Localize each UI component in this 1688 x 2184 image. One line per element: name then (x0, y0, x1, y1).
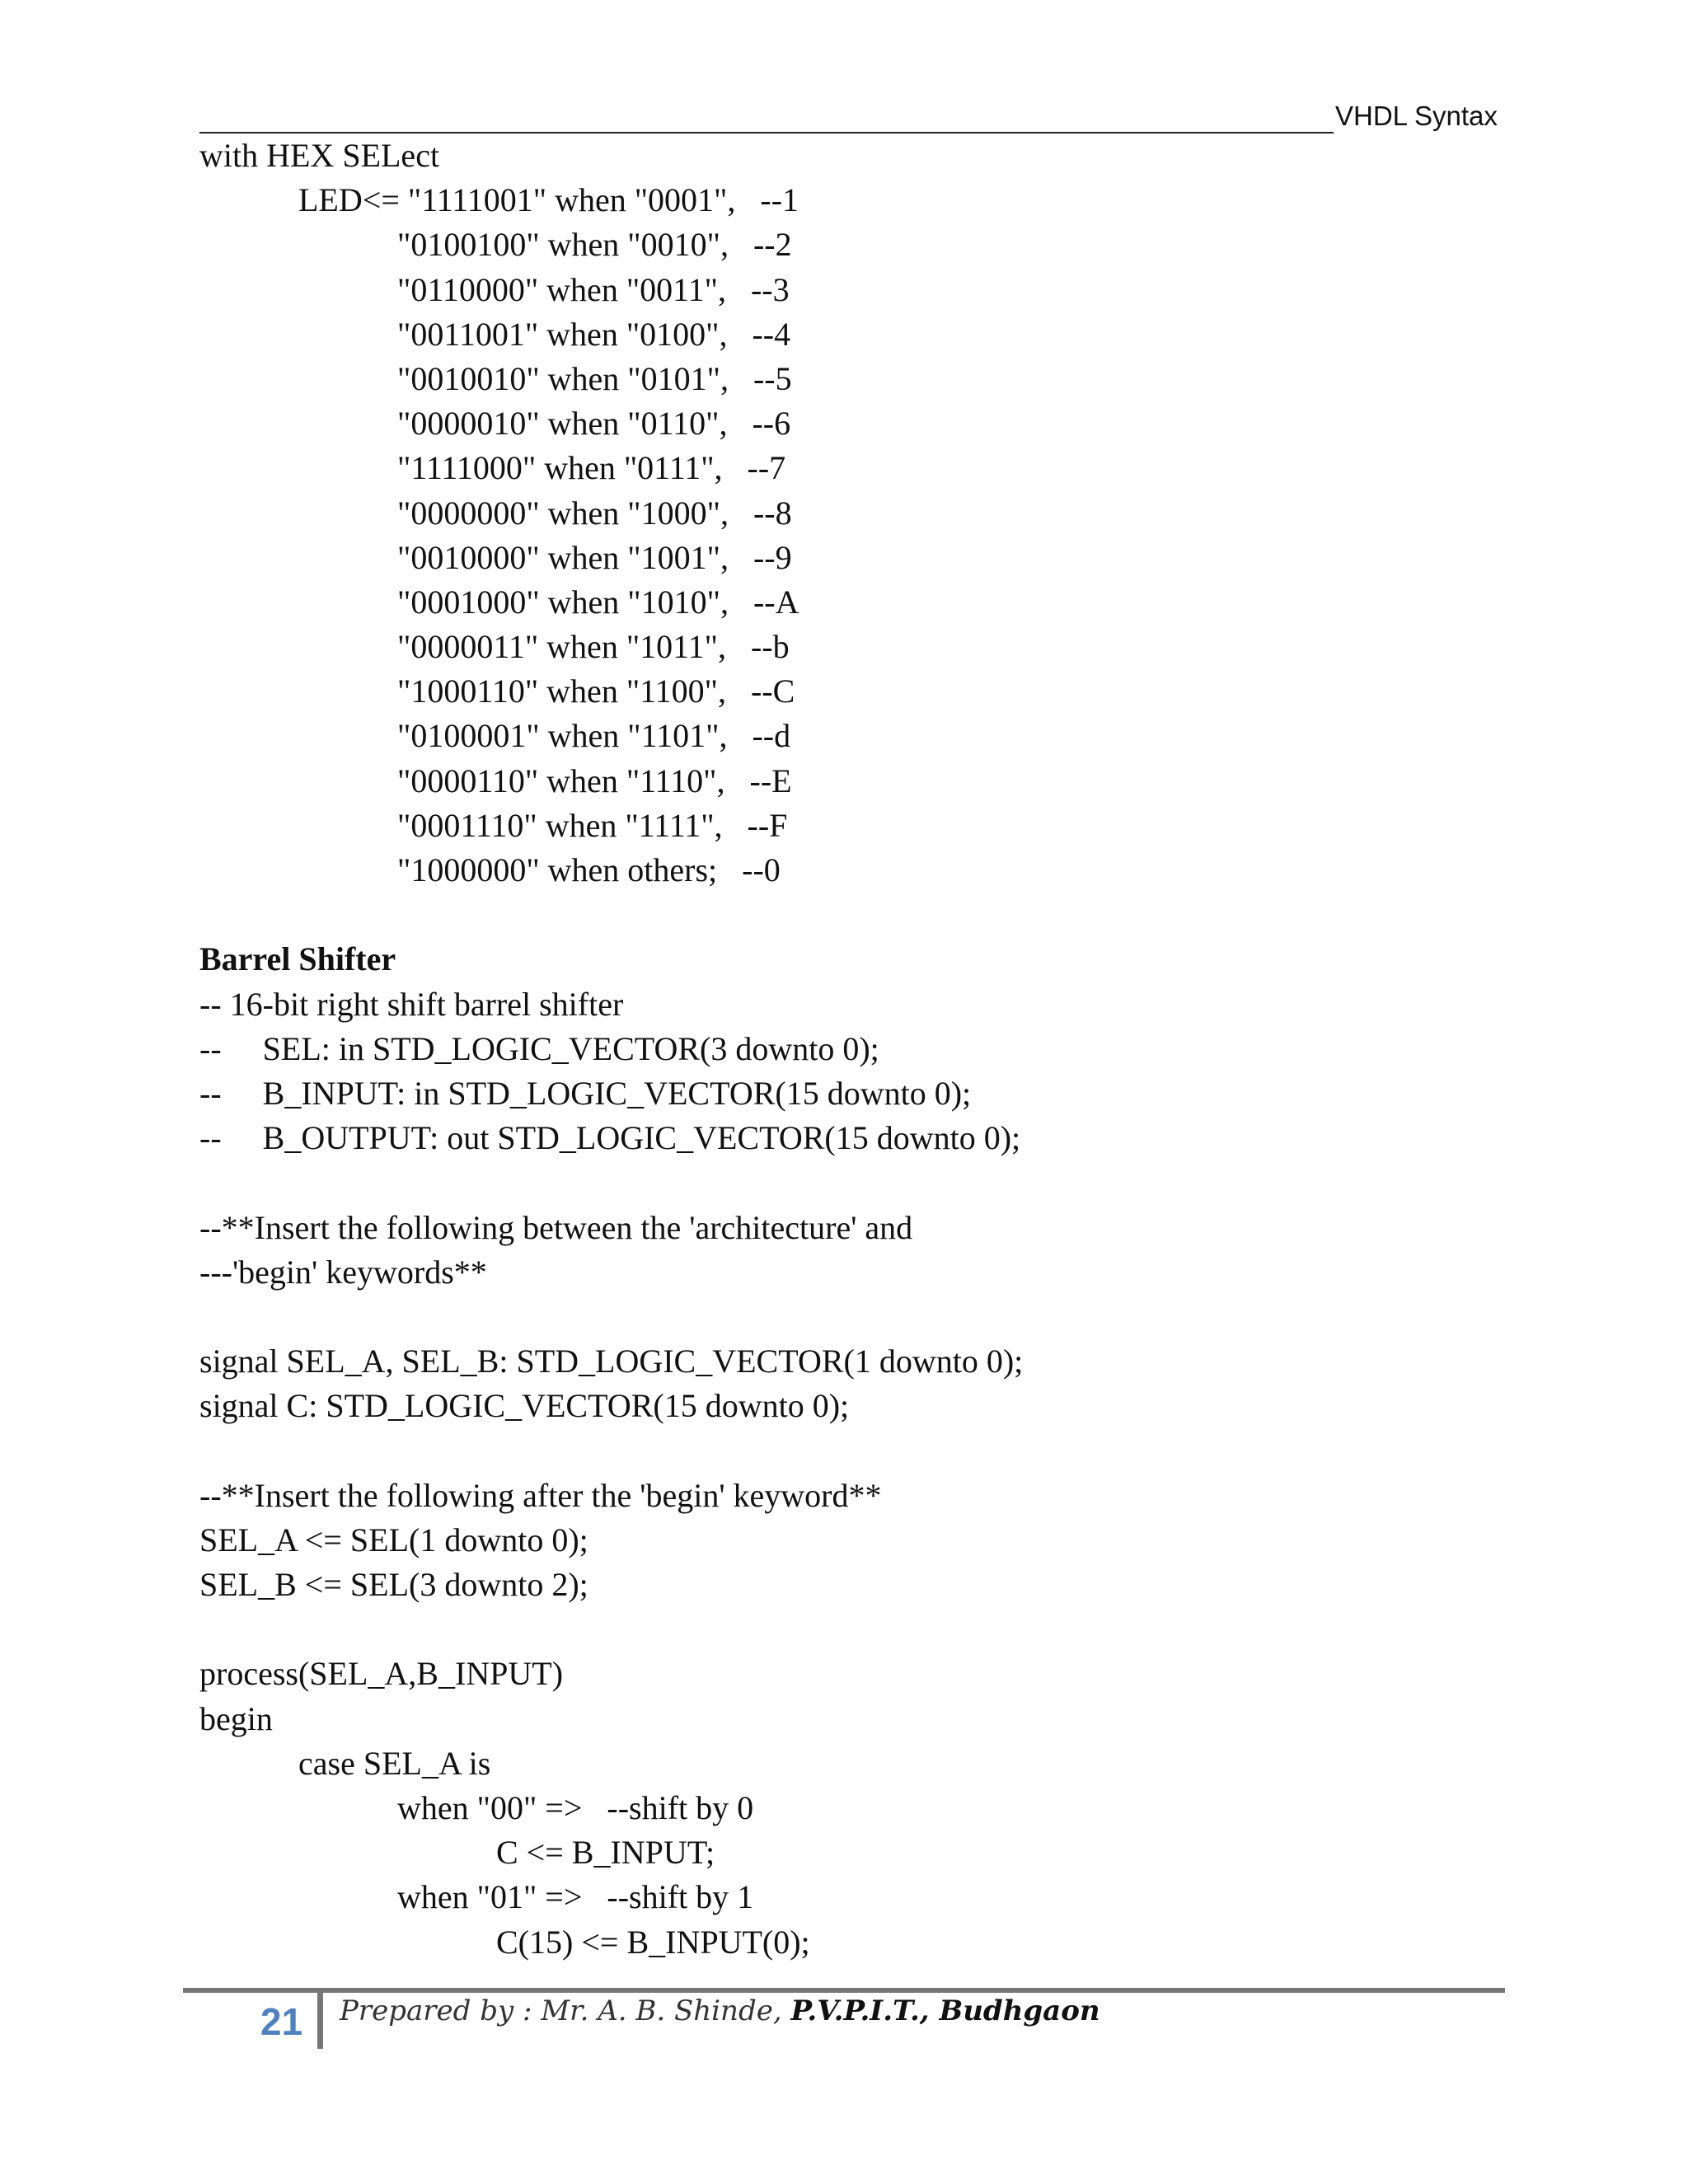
code-line: "1000000" when others; --0 (397, 851, 781, 888)
code-line: "0010010" when "0101", --5 (397, 359, 792, 397)
code-block-barrel-shifter (199, 982, 1518, 1965)
code-line: -- SEL: in STD_LOGIC_VECTOR(3 downto 0); (199, 1029, 879, 1067)
blank-line (199, 1428, 1518, 1473)
code-line: "0000110" when "1110", --E (397, 762, 792, 799)
code-line: LED<= "1111001" when "0001", --1 (298, 181, 799, 219)
code-line: "0001110" when "1111", --F (397, 806, 788, 844)
blank-line (199, 893, 1518, 937)
code-line: C(15) <= B_INPUT(0); (496, 1923, 810, 1961)
code-line: "0000010" when "0110", --6 (397, 405, 791, 443)
code-line: "0001000" when "1010", --A (397, 583, 799, 621)
code-line: SEL_B <= SEL(3 downto 2); (199, 1566, 588, 1603)
code-line: signal SEL_A, SEL_B: STD_LOGIC_VECTOR(1 downto 0); (199, 1343, 1024, 1380)
document-body (199, 134, 1518, 1965)
code-line: "0100100" when "0010", --2 (397, 226, 792, 264)
code-line: process(SEL_A,B_INPUT) (199, 1655, 564, 1693)
code-line: C <= B_INPUT; (496, 1834, 715, 1872)
prepared-by-text: Prepared by : Mr. A. B. Shinde, (340, 1994, 782, 2027)
code-line: SEL_A <= SEL(1 downto 0); (199, 1521, 588, 1558)
code-line: "0011001" when "0100", --4 (397, 315, 791, 353)
footer-rule (183, 1988, 1505, 1993)
code-block-hex-select (199, 134, 1518, 893)
blank-line (199, 1607, 1518, 1652)
code-line: begin (199, 1699, 273, 1737)
code-line: -- 16-bit right shift barrel shifter (199, 985, 624, 1023)
code-line: "0000011" when "1011", --b (397, 628, 790, 666)
institution-text: P.V.P.I.T., Budhgaon (790, 1994, 1100, 2027)
code-line: "1000110" when "1100", --C (397, 673, 795, 710)
code-line: "0100001" when "1101", --d (397, 717, 791, 755)
code-line: when "00" => --shift by 0 (397, 1788, 754, 1826)
code-line: when "01" => --shift by 1 (397, 1878, 754, 1916)
blank-line (199, 1160, 1518, 1205)
code-line: with HEX SELect (199, 137, 440, 174)
code-line: -- B_INPUT: in STD_LOGIC_VECTOR(15 downto 0); (199, 1074, 972, 1112)
code-line: "0110000" when "0011", --3 (397, 270, 790, 308)
code-line: --**Insert the following between the 'architecture' and (199, 1208, 913, 1246)
section-title: Barrel Shifter (199, 940, 396, 978)
code-line: case SEL_A is (298, 1744, 491, 1782)
code-line: --**Insert the following after the 'begin' keyword** (199, 1476, 882, 1514)
blank-line (199, 1295, 1518, 1339)
header-title: VHDL Syntax (1335, 101, 1498, 131)
code-line: ---'begin' keywords** (199, 1253, 487, 1291)
footer-divider (317, 1993, 323, 2049)
code-line: -- B_OUTPUT: out STD_LOGIC_VECTOR(15 downto 0); (199, 1119, 1021, 1157)
code-line: signal C: STD_LOGIC_VECTOR(15 downto 0); (199, 1387, 850, 1425)
page-number: 21 (260, 2000, 303, 2043)
code-line: "0010000" when "1001", --9 (397, 538, 792, 576)
footer-credit (340, 1994, 1100, 2027)
code-line: "0000000" when "1000", --8 (397, 494, 792, 532)
code-line: "1111000" when "0111", --7 (397, 449, 786, 487)
